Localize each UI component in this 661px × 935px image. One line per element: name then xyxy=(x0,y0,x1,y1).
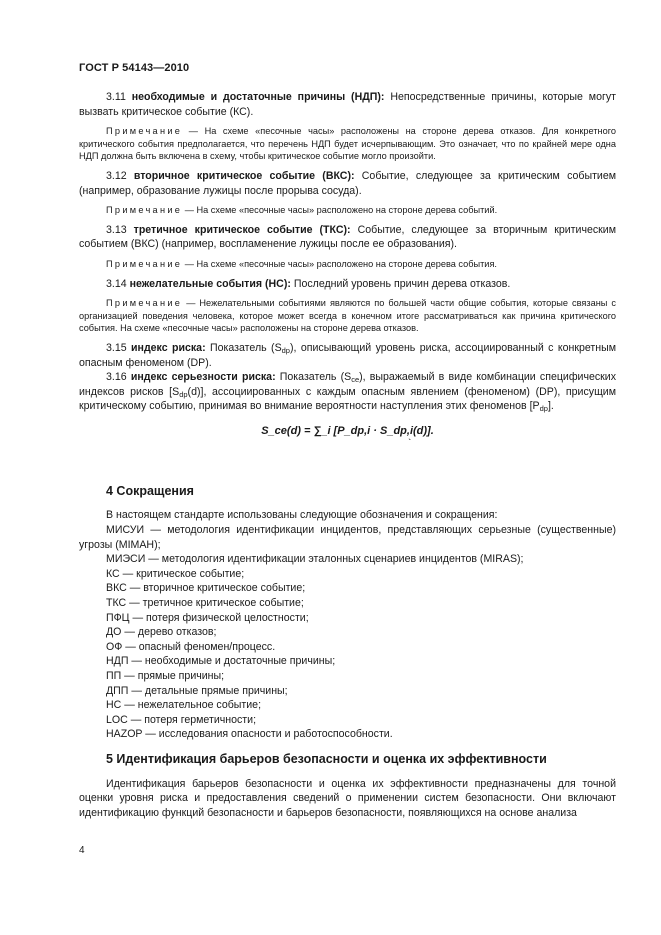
subscript: dp xyxy=(179,389,188,399)
term-definition: Событие, следующее за критическим событием (например, образование лужицы после прорыва сосуда). xyxy=(79,169,617,197)
term-definition: ), выражаемый в виде комбинации специфических индексов рисков [S xyxy=(79,371,617,398)
section-4-intro: В настоящем стандарте использованы следующие обозначения и сокращения: xyxy=(106,509,498,522)
note-text: — На схеме «песочные часы» расположены на стороне дерева отказов. Для конкретного критического события предполагается, что перечень НДП будет исчерпывающим. Это означает, что по крайней мере одна НДП должна быть включена в схему, чтобы критическое событие могло произойти. xyxy=(79,126,616,162)
abbreviation-list xyxy=(79,523,616,742)
note-text: — Нежелательными событиями являются по большей части общие события, которые связаны с организацией поведения человека, которое может всегда в конечном итоге рассматриваться как причина критического события. На схеме «песочные часы» расположены на стороне дерева отказов. xyxy=(79,298,616,334)
term-definition: ), описывающий уровень риска, ассоциированный с конкретным опасным феноменом (DP). xyxy=(79,341,616,369)
term-name: третичное критическое событие (ТКС): xyxy=(133,223,351,236)
subscript: ce xyxy=(351,375,360,385)
term-3-11 xyxy=(79,90,616,119)
term-definition: Непосредственные причины, которые могут вызвать критическое событие (КС). xyxy=(79,91,616,118)
note-3-13 xyxy=(79,258,616,271)
list-item: НДП — необходимые и достаточные причины; xyxy=(106,655,336,668)
note-label: Примечание xyxy=(106,205,183,216)
note-3-14 xyxy=(79,297,616,335)
term-number: 3.13 xyxy=(106,223,127,236)
term-3-12 xyxy=(79,169,616,198)
list-item: ПФЦ — потеря физической целостности; xyxy=(106,611,309,624)
list-item: ТКС — третичное критическое событие; xyxy=(106,597,304,610)
term-number: 3.11 xyxy=(106,91,126,103)
note-text: — На схеме «песочные часы» расположено на стороне дерева событий. xyxy=(184,205,498,216)
term-3-15 xyxy=(79,341,616,370)
term-definition: Показатель (S xyxy=(279,371,352,384)
list-item: ДПП — детальные прямые причины; xyxy=(106,684,288,697)
page-number: 4 xyxy=(79,845,85,856)
section-5-paragraph: Идентификация барьеров безопасности и оценка их эффективности предназначены для точной оценки уровня риска и предоставления сведений о применении систем безопасности. Они включают идентификацию функций безопасности и барьеров безопасности, появляющихся на основе анализа xyxy=(79,777,616,819)
list-item: HAZOP — исследования опасности и работоспособности. xyxy=(106,728,393,741)
formula-mark: ` xyxy=(408,437,411,447)
list-item: ВКС — вторичное критическое событие; xyxy=(106,582,306,595)
note-3-11 xyxy=(79,125,616,163)
document-body xyxy=(79,90,616,820)
note-label: Примечание xyxy=(106,126,183,137)
list-item: ОФ — опасный феномен/процесс. xyxy=(106,640,276,653)
term-definition: (d)], ассоциированных с каждым опасным явлением (феноменом) (DP), присущим критическому событию, принимая во внимание вероятности наступления этих феноменов [P xyxy=(79,385,616,413)
document-id-header: ГОСТ Р 54143—2010 xyxy=(79,62,190,74)
term-name: индекс серьезности риска: xyxy=(130,371,276,384)
section-4-heading: 4 Сокращения xyxy=(106,483,194,498)
list-item: КС — критическое событие; xyxy=(106,567,245,580)
term-3-13 xyxy=(79,223,616,252)
term-name: вторичное критическое событие (ВКС): xyxy=(133,169,355,182)
list-item: МИСУИ — методология идентификации инцидентов, представляющих серьезные (существенные) угрозы (MIMAH); xyxy=(79,524,616,551)
term-name: индекс риска: xyxy=(131,341,206,354)
subscript: dp xyxy=(539,404,548,414)
term-3-16 xyxy=(79,370,616,414)
list-item: МИЭСИ — методология идентификации эталонных сценариев инцидентов (MIRAS); xyxy=(106,553,524,566)
term-definition: ]. xyxy=(547,400,554,413)
term-name: нежелательные события (НС): xyxy=(129,277,291,290)
term-3-14 xyxy=(79,277,616,292)
list-item: ПП — прямые причины; xyxy=(106,670,225,682)
term-number: 3.16 xyxy=(106,371,127,384)
risk-severity-formula xyxy=(79,424,616,446)
term-definition: Последний уровень причин дерева отказов. xyxy=(293,277,511,290)
list-item: LOC — потеря герметичности; xyxy=(106,713,257,726)
term-number: 3.14 xyxy=(106,277,127,290)
list-item: НС — нежелательное событие; xyxy=(106,699,262,712)
term-definition: Событие, следующее за вторичным критическим событием (ВКС) (например, воспламенение лужицы после ее образования). xyxy=(79,223,616,251)
formula-text: S_ce(d) = ∑_i [P_dp,i · S_dp,i(d)]. xyxy=(261,424,434,437)
term-number: 3.15 xyxy=(106,341,127,354)
note-label: Примечание xyxy=(106,258,183,269)
term-definition: Показатель (S xyxy=(210,341,282,354)
note-label: Примечание xyxy=(106,298,183,309)
term-number: 3.12 xyxy=(106,169,127,182)
term-name: необходимые и достаточные причины (НДП): xyxy=(131,91,385,103)
note-3-12 xyxy=(79,204,616,217)
section-5-heading: 5 Идентификация барьеров безопасности и оценка их эффективности xyxy=(106,751,547,766)
subscript: dp xyxy=(281,345,290,355)
note-text: — На схеме «песочные часы» расположено на стороне дерева события. xyxy=(184,258,497,269)
list-item: ДО — дерево отказов; xyxy=(106,626,217,639)
